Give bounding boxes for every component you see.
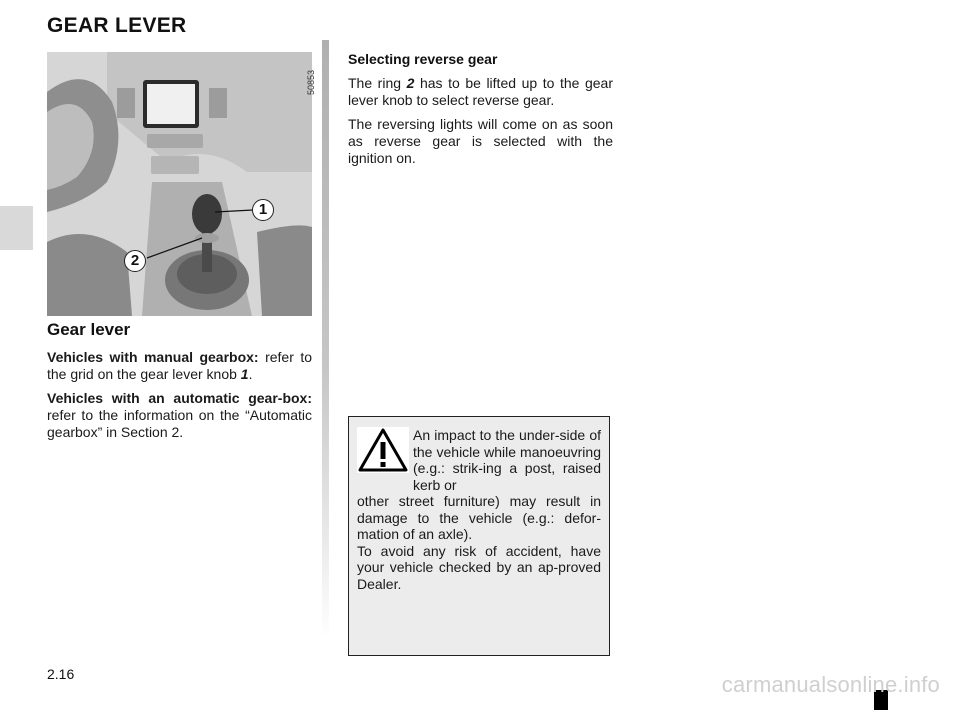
- reverse-p1-end: has to be lifted up to the gear lever knob to select reverse gear.: [348, 75, 613, 108]
- warning-rest-text: other street furniture) may result in damage to the vehicle (e.g.: defor-mation of an axle).: [357, 493, 601, 542]
- callout-2: 2: [124, 250, 146, 272]
- automatic-gearbox-label: Vehicles with an automatic gear-box:: [47, 390, 312, 406]
- reverse-gear-heading: Selecting reverse gear: [348, 51, 498, 67]
- page-title: GEAR LEVER: [47, 14, 187, 37]
- warning-triangle-icon: [357, 427, 409, 473]
- column-divider: [322, 40, 329, 640]
- gear-lever-heading: Gear lever: [47, 320, 131, 339]
- figure-code: 50853: [306, 70, 316, 96]
- callout-1: 1: [252, 199, 274, 221]
- automatic-gearbox-paragraph: [47, 390, 312, 441]
- reverse-p1-start: The ring: [348, 75, 407, 91]
- manual-gearbox-label: Vehicles with manual gearbox:: [47, 349, 259, 365]
- warning-lead-text: An impact to the under-side of the vehicle while manoeuvring (e.g.: strik-ing a post, raised kerb or: [413, 427, 601, 493]
- section-tab-marker: [0, 206, 33, 250]
- manual-end: .: [248, 366, 253, 382]
- manual-gearbox-text: refer to the grid on the gear lever knob: [47, 349, 312, 382]
- warning-box: [348, 416, 610, 656]
- cockpit-drawing: [47, 52, 312, 316]
- reverse-paragraph-1: [348, 75, 613, 109]
- watermark: carmanualsonline.info: [721, 672, 940, 697]
- gear-lever-illustration: [47, 52, 316, 316]
- warning-advice-text: To avoid any risk of accident, have your vehicle checked by an ap-proved Dealer.: [357, 542, 601, 592]
- automatic-gearbox-text: refer to the information on the “Automatic gearbox” in Section 2.: [47, 407, 312, 440]
- reverse-ref: 2: [406, 75, 415, 91]
- manual-gearbox-paragraph: [47, 349, 312, 383]
- reverse-paragraph-2: The reversing lights will come on as soon as reverse gear is selected with the ignition on.: [348, 116, 613, 166]
- manual-ref: 1: [240, 366, 249, 382]
- warning-body: [357, 493, 601, 592]
- page-number: 2.16: [47, 666, 75, 682]
